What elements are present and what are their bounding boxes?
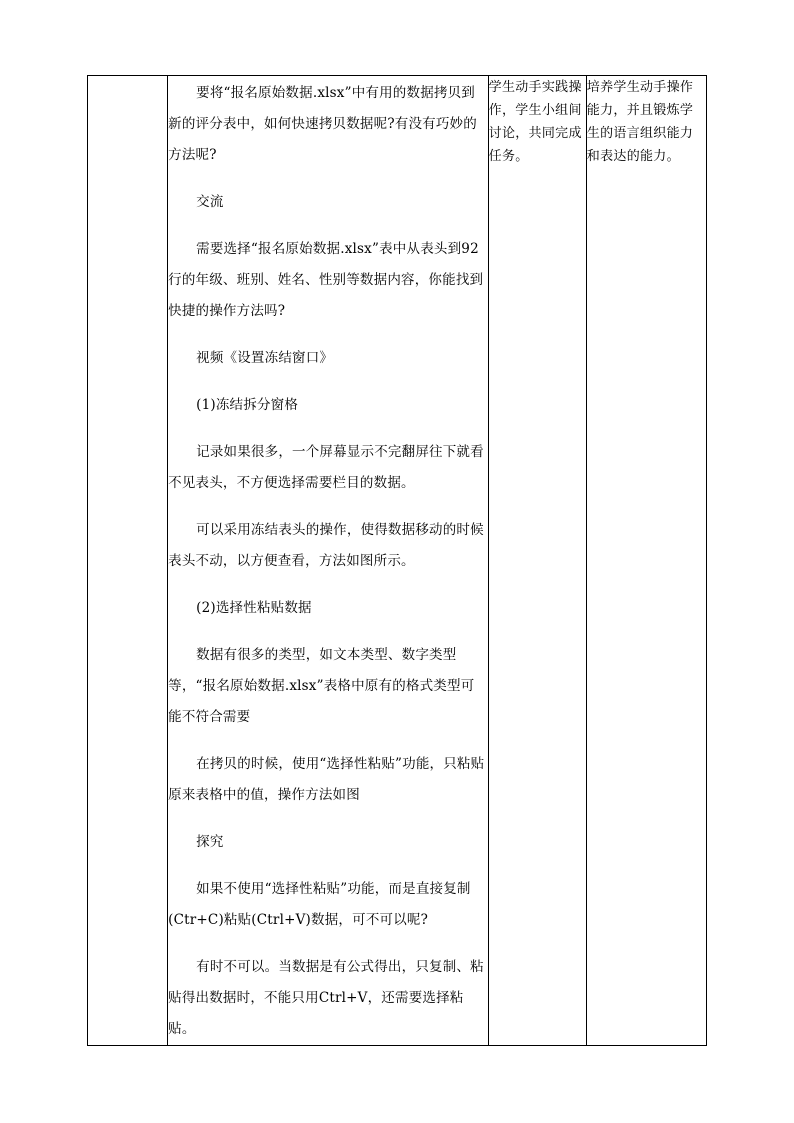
content-paragraph: 探究 bbox=[196, 834, 224, 850]
content-paragraph: 在拷贝的时候，使用“选择性粘贴”功能，只粘贴原来表格中的值，操作方法如图 bbox=[168, 756, 485, 803]
content-paragraph: 有时不可以。当数据是有公式得出，只复制、粘贴得出数据时，不能只用Ctrl+V，还需要选择粘贴。 bbox=[168, 959, 484, 1037]
teaching-content-cell bbox=[168, 76, 489, 1046]
student-activity-cell bbox=[488, 76, 586, 1046]
content-paragraph: 如果不使用“选择性粘贴”功能，而是直接复制(Ctr+C)粘贴(Ctrl+V)数据，可不可以呢? bbox=[168, 881, 471, 928]
content-paragraph: 视频《设置冻结窗口》 bbox=[196, 350, 334, 366]
content-paragraph: 可以采用冻结表头的操作，使得数据移动的时候表头不动，以方便查看，方法如图所示。 bbox=[168, 522, 484, 569]
content-paragraph: (1)冻结拆分窗格 bbox=[196, 397, 299, 413]
content-paragraph: (2)选择性粘贴数据 bbox=[196, 600, 312, 616]
content-paragraph: 需要选择“报名原始数据.xlsx”表中从表头到92行的年级、班别、姓名、性别等数据内容，你能找到快捷的操作方法吗? bbox=[168, 241, 484, 319]
content-paragraph: 要将“报名原始数据.xlsx”中有用的数据拷贝到新的评分表中，如何快速拷贝数据呢?有没有巧妙的方法呢? bbox=[168, 85, 477, 163]
content-paragraph: 数据有很多的类型，如文本类型、数字类型等，“报名原始数据.xlsx”表格中原有的格式类型可能不符合需要 bbox=[168, 647, 475, 725]
content-paragraph: 记录如果很多，一个屏幕显示不完翻屏往下就看不见表头，不方便选择需要栏目的数据。 bbox=[168, 444, 484, 491]
lesson-plan-table bbox=[87, 75, 707, 1046]
design-intent-text: 培养学生动手操作能力，并且锻炼学生的语言组织能力和表达的能力。 bbox=[586, 80, 694, 164]
table-row bbox=[88, 76, 707, 1046]
content-paragraph: 交流 bbox=[196, 194, 224, 210]
stage-cell bbox=[88, 76, 168, 1046]
student-activity-text: 学生动手实践操作，学生小组间讨论，共同完成任务。 bbox=[488, 80, 582, 164]
design-intent-cell bbox=[586, 76, 706, 1046]
